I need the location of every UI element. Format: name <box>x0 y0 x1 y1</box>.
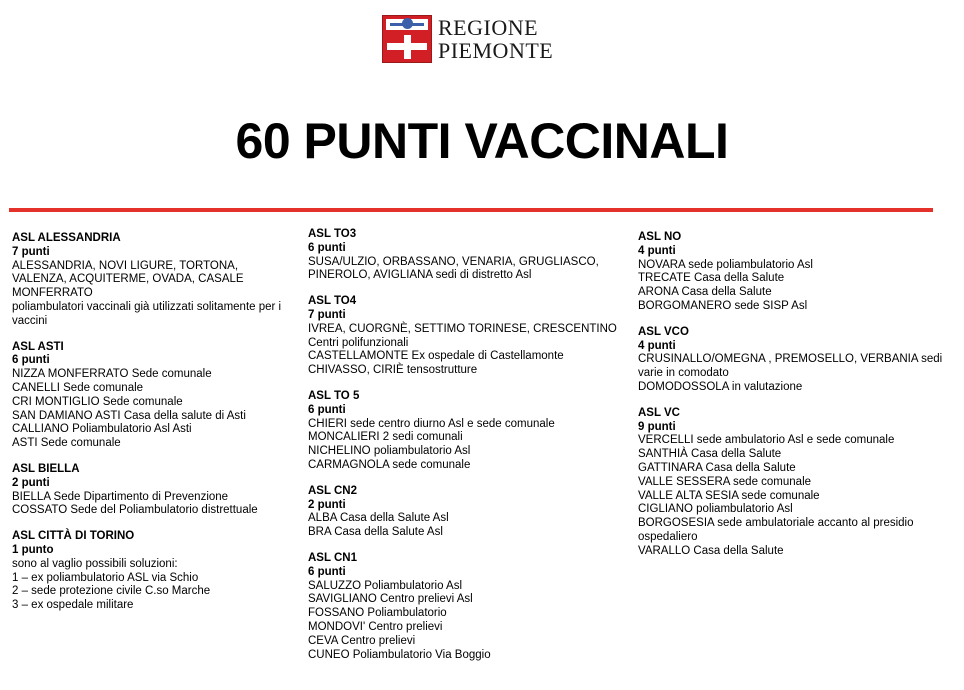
asl-name: ASL VC <box>638 406 680 419</box>
site-line: IVREA, CUORGNÈ, SETTIMO TORINESE, CRESCENTINO Centri polifunzionali <box>308 322 617 349</box>
asl-name: ASL CITTÀ DI TORINO <box>12 530 135 543</box>
site-line: MONDOVI' Centro prelievi <box>308 620 443 633</box>
regione-piemonte-logo <box>382 14 553 64</box>
site-line: ALESSANDRIA, NOVI LIGURE, TORTONA, VALENZA, ACQUITERME, OVADA, CASALE MONFERRATO <box>12 259 244 300</box>
site-line: DOMODOSSOLA in valutazione <box>638 380 803 393</box>
asl-count: 6 punti <box>308 565 346 578</box>
site-line: BIELLA Sede Dipartimento di Prevenzione <box>12 490 229 503</box>
asl-name: ASL TO3 <box>308 228 357 240</box>
site-line: NICHELINO poliambulatorio Asl <box>308 445 471 458</box>
site-line: BRA Casa della Salute Asl <box>308 526 443 539</box>
site-line: BORGOMANERO sede SISP Asl <box>638 299 808 312</box>
asl-name: ASL BIELLA <box>12 462 80 475</box>
site-line: CRI MONTIGLIO Sede comunale <box>12 395 183 408</box>
page-title: 60 PUNTI VACCINALI <box>235 113 729 169</box>
logo-text <box>438 16 553 62</box>
asl-name: ASL CN2 <box>308 484 357 497</box>
site-line: CASTELLAMONTE Ex ospedale di Castellamonte <box>308 350 564 363</box>
asl-section <box>308 552 628 662</box>
site-line: CALLIANO Poliambulatorio Asl Asti <box>12 423 192 436</box>
asl-section <box>12 232 282 329</box>
site-line: FOSSANO Poliambulatorio <box>308 607 447 620</box>
asl-count: 6 punti <box>308 403 346 416</box>
site-line: ARONA Casa della Salute <box>638 286 772 299</box>
asl-count: 4 punti <box>638 244 676 257</box>
site-line: 1 – ex poliambulatorio ASL via Schio <box>12 571 199 584</box>
site-line: CUNEO Poliambulatorio Via Boggio <box>308 648 491 661</box>
logo-line2: PIEMONTE <box>438 38 554 63</box>
site-line: 2 – sede protezione civile C.so Marche <box>12 585 211 598</box>
site-line: TRECATE Casa della Salute <box>638 272 785 285</box>
site-line: VERCELLI sede ambulatorio Asl e sede comunale <box>638 434 895 447</box>
asl-name: ASL TO4 <box>308 295 357 308</box>
asl-count: 6 punti <box>308 241 346 254</box>
site-line: ALBA Casa della Salute Asl <box>308 512 449 525</box>
site-line: CEVA Centro prelievi <box>308 634 416 647</box>
site-line: SALUZZO Poliambulatorio Asl <box>308 579 463 592</box>
site-line: SAVIGLIANO Centro prelievi Asl <box>308 593 473 606</box>
site-line: CRUSINALLO/OMEGNA , PREMOSELLO, VERBANIA sedi varie in comodato <box>638 353 943 380</box>
asl-count: 2 punti <box>12 476 50 489</box>
asl-name: ASL CN1 <box>308 551 357 564</box>
site-line: MONCALIERI 2 sedi comunali <box>308 431 463 444</box>
site-line: CIGLIANO poliambulatorio Asl <box>638 503 793 516</box>
asl-count: 7 punti <box>12 245 50 258</box>
asl-count: 9 punti <box>638 420 676 433</box>
site-line: CHIVASSO, CIRIÈ tensostrutture <box>308 364 478 377</box>
asl-count: 2 punti <box>308 498 346 511</box>
site-line: ASTI Sede comunale <box>12 437 121 450</box>
site-line: GATTINARA Casa della Salute <box>638 461 796 474</box>
asl-section <box>308 390 628 473</box>
asl-name: ASL VCO <box>638 325 689 338</box>
site-line: NOVARA sede poliambulatorio Asl <box>638 258 813 271</box>
asl-section <box>12 463 282 518</box>
asl-count: 7 punti <box>308 308 346 321</box>
asl-section <box>12 530 282 613</box>
site-line: 3 – ex ospedale militare <box>12 599 134 612</box>
site-line: SAN DAMIANO ASTI Casa della salute di Asti <box>12 409 246 422</box>
asl-section <box>638 326 948 395</box>
column-right <box>638 231 948 571</box>
site-line: SANTHIÀ Casa della Salute <box>638 448 782 461</box>
column-left <box>12 232 282 625</box>
logo-line1: REGIONE <box>438 15 539 40</box>
site-line: CHIERI sede centro diurno Asl e sede comunale <box>308 417 555 430</box>
asl-name: ASL ASTI <box>12 340 64 353</box>
asl-section <box>308 228 628 283</box>
site-line: VALLE ALTA SESIA sede comunale <box>638 489 820 502</box>
site-line: BORGOSESIA sede ambulatoriale accanto al presidio ospedaliero <box>638 517 914 543</box>
site-line: CANELLI Sede comunale <box>12 381 144 394</box>
asl-section <box>638 231 948 314</box>
asl-count: 4 punti <box>638 339 676 352</box>
asl-name: ASL TO 5 <box>308 389 360 402</box>
site-line: VALLE SESSERA sede comunale <box>638 475 812 488</box>
site-line: poliambulatori vaccinali già utilizzati solitamente per i vaccini <box>12 300 282 327</box>
piemonte-flag-icon <box>382 15 432 63</box>
site-line: SUSA/ULZIO, ORBASSANO, VENARIA, GRUGLIASCO, PINEROLO, AVIGLIANA sedi di distretto Asl <box>308 255 599 282</box>
site-line: VARALLO Casa della Salute <box>638 544 784 557</box>
asl-section <box>308 295 628 378</box>
site-line: NIZZA MONFERRATO Sede comunale <box>12 368 212 381</box>
asl-section <box>12 341 282 451</box>
site-line: COSSATO Sede del Poliambulatorio distrettuale <box>12 504 258 517</box>
asl-count: 6 punti <box>12 354 50 367</box>
divider-line <box>9 208 933 212</box>
asl-name: ASL ALESSANDRIA <box>12 232 121 244</box>
asl-section <box>638 407 948 559</box>
asl-section <box>308 485 628 540</box>
asl-name: ASL NO <box>638 231 682 243</box>
site-line: CARMAGNOLA sede comunale <box>308 458 471 471</box>
asl-count: 1 punto <box>12 543 54 556</box>
site-line: sono al vaglio possibili soluzioni: <box>12 557 178 570</box>
column-middle <box>308 228 628 674</box>
